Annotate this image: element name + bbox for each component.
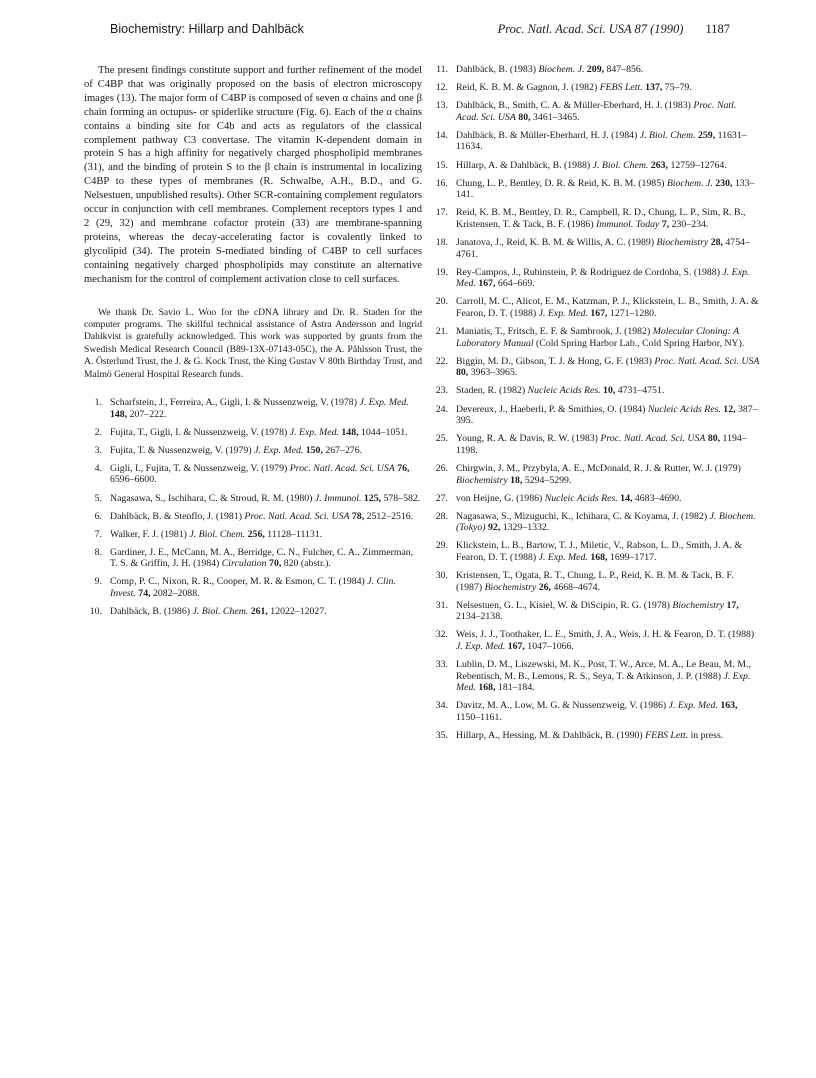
reference-volume: 7, <box>661 218 670 230</box>
reference-authors: Carroll, M. C., Alicot, E. M., Katzman, P. J., Klickstein, L. B., Smith, J. A. & Fearon, D. T. (1988) <box>456 296 759 319</box>
reference-volume: 92, <box>488 522 501 534</box>
reference-list-left <box>84 397 422 618</box>
reference-journal: Proc. Natl. Acad. Sci. USA <box>244 510 350 522</box>
reference-journal: Nucleic Acids Res. <box>527 385 601 397</box>
reference-journal: Proc. Natl. Acad. Sci. USA <box>456 100 737 123</box>
reference-item <box>430 64 760 76</box>
reference-pages: 820 (abstr.). <box>283 558 331 570</box>
reference-number: 20. <box>435 296 448 308</box>
reference-authors: Fujita, T., Gigli, I. & Nussenzweig, V. (1978) <box>110 426 288 438</box>
reference-authors: Weis, J. J., Toothaker, L. E., Smith, J. A., Weis, J. H. & Fearon, D. T. (1988) <box>456 629 755 641</box>
reference-authors: Maniatis, T., Fritsch, E. F. & Sambrook, J. (1982) <box>456 326 651 338</box>
reference-journal: Biochemistry <box>656 237 709 249</box>
reference-journal: J. Exp. Med. <box>289 426 339 438</box>
reference-text <box>110 445 422 457</box>
journal-citation: Proc. Natl. Acad. Sci. USA 87 (1990) <box>497 22 684 36</box>
reference-volume: 167, <box>507 641 525 653</box>
reference-authors: Comp, P. C., Nixon, R. R., Cooper, M. R. & Esmon, C. T. (1984) <box>110 576 365 588</box>
reference-journal: Biochem. J. <box>666 177 713 189</box>
reference-item <box>84 493 422 505</box>
reference-number: 6. <box>94 510 102 522</box>
reference-pages: in press. <box>690 730 724 742</box>
reference-pages: 11128–11131. <box>267 528 323 540</box>
reference-pages: 2134–2138. <box>456 611 503 623</box>
reference-number: 24. <box>435 403 448 415</box>
reference-pages: 4754–4761. <box>456 237 750 260</box>
reference-authors: Dahlbäck, B. & Müller-Eberhard, H. J. (1984) <box>456 129 638 141</box>
reference-text <box>456 570 760 593</box>
reference-pages: (Cold Spring Harbor Lab., Cold Spring Harbor, NY). <box>536 337 745 349</box>
reference-number: 28. <box>435 510 448 522</box>
reference-pages: 75–79. <box>664 82 692 94</box>
reference-journal: J. Exp. Med. <box>538 552 588 563</box>
reference-journal: Biochemistry <box>456 474 508 486</box>
reference-journal: J. Exp. Med. <box>456 266 750 290</box>
reference-list-right <box>430 64 760 742</box>
reference-pages: 4731–4751. <box>617 385 665 397</box>
reference-journal: J. Exp. Med. <box>456 641 506 653</box>
reference-volume: 80, <box>707 433 721 445</box>
reference-text <box>110 547 422 570</box>
reference-text <box>456 385 760 397</box>
running-head-journal-block <box>498 22 730 37</box>
reference-text <box>110 397 422 420</box>
reference-journal: FEBS Lett. <box>599 82 643 94</box>
reference-text <box>456 130 760 153</box>
reference-item <box>430 540 760 563</box>
reference-text <box>456 540 760 563</box>
page-number: 1187 <box>705 22 730 36</box>
reference-item <box>430 237 760 260</box>
reference-text <box>456 178 760 201</box>
reference-pages: 2082–2088. <box>153 588 200 600</box>
reference-text <box>456 730 760 742</box>
reference-volume: 14, <box>620 492 633 504</box>
reference-item <box>84 511 422 523</box>
reference-text <box>456 296 760 319</box>
reference-authors: Reid, K. B. M., Bentley, D. R., Campbell, R. D., Chung, L. P., Sim, R. B., Kristensen, T. & Tack, B. F. (1986) <box>456 207 746 230</box>
reference-pages: 230–234. <box>671 218 709 230</box>
reference-volume: 148, <box>110 408 128 420</box>
reference-number: 23. <box>435 385 448 397</box>
reference-item <box>430 730 760 742</box>
reference-pages: 11631–11634. <box>456 129 747 153</box>
reference-volume: 12, <box>723 403 736 415</box>
reference-volume: 263, <box>650 159 668 171</box>
reference-text <box>456 356 760 379</box>
reference-item <box>84 547 422 570</box>
reference-volume: 150, <box>305 444 323 456</box>
reference-authors: Davitz, M. A., Low, M. G. & Nussenzweig, V. (1986) <box>456 700 667 712</box>
reference-volume: 28, <box>710 237 723 249</box>
reference-item <box>430 326 760 349</box>
reference-number: 30. <box>435 570 448 582</box>
reference-text <box>456 64 760 76</box>
reference-pages: 1047–1066. <box>527 641 574 653</box>
reference-number: 5. <box>94 492 102 504</box>
reference-number: 7. <box>94 528 102 540</box>
reference-journal: Biochemistry <box>484 581 537 593</box>
reference-pages: 3461–3465. <box>533 111 580 123</box>
reference-authors: Kristensen, T., Ogata, R. T., Chung, L. P., Reid, K. B. M. & Tack, B. F. (1987) <box>456 570 734 593</box>
reference-number: 31. <box>435 599 448 611</box>
reference-volume: 261, <box>250 606 268 618</box>
reference-authors: Fujita, T. & Nussenzweig, V. (1979) <box>110 444 252 456</box>
reference-pages: 4683–4690. <box>634 492 682 504</box>
reference-number: 18. <box>435 237 448 249</box>
reference-authors: Nelsestuen, G. L., Kisiel, W. & DiScipio, R. G. (1978) <box>456 599 670 611</box>
reference-pages: 847–856. <box>606 64 644 75</box>
reference-journal: J. Biochem. (Tokyo) <box>456 510 756 534</box>
reference-journal: J. Exp. Med. <box>456 670 751 694</box>
reference-item <box>430 659 760 694</box>
running-head-authors: Biochemistry: Hillarp and Dahlbäck <box>110 22 304 36</box>
reference-text <box>456 493 760 505</box>
reference-item <box>84 397 422 420</box>
reference-authors: Chung, L. P., Bentley, D. R. & Reid, K. B. M. (1985) <box>456 177 665 189</box>
reference-text <box>456 237 760 260</box>
reference-volume: 230, <box>715 177 733 189</box>
reference-volume: 80, <box>518 111 531 123</box>
reference-text <box>110 427 422 439</box>
reference-authors: Dahlbäck, B. (1983) <box>456 64 536 75</box>
reference-journal: Proc. Natl. Acad. Sci. USA <box>600 433 706 445</box>
reference-volume: 168, <box>478 682 496 694</box>
reference-item <box>84 463 422 486</box>
reference-item <box>430 700 760 723</box>
reference-item <box>430 404 760 427</box>
reference-authors: Hillarp, A., Hessing, M. & Dahlbäck, B. (1990) <box>456 730 643 742</box>
reference-item <box>430 463 760 486</box>
reference-authors: Gigli, I., Fujita, T. & Nussenzweig, V. (1979) <box>110 462 288 474</box>
reference-pages: 1699–1717. <box>609 552 657 563</box>
reference-volume: 76, <box>397 462 410 474</box>
reference-text <box>110 606 422 618</box>
reference-authors: Reid, K. B. M. & Gagnon, J. (1982) <box>456 82 598 94</box>
reference-item <box>430 385 760 397</box>
reference-item <box>84 427 422 439</box>
reference-number: 13. <box>435 100 448 112</box>
reference-pages: 181–184. <box>497 682 535 694</box>
reference-item <box>430 130 760 153</box>
reference-journal: J. Biol. Chem. <box>189 528 246 540</box>
reference-text <box>456 100 760 123</box>
reference-volume: 70, <box>269 558 282 570</box>
reference-text <box>456 267 760 290</box>
reference-number: 11. <box>436 64 448 75</box>
reference-pages: 1194–1198. <box>456 433 747 456</box>
reference-number: 29. <box>435 540 448 552</box>
reference-journal: J. Biol. Chem. <box>592 159 649 171</box>
reference-text <box>456 700 760 723</box>
reference-item <box>430 356 760 379</box>
reference-authors: Dahlbäck, B. & Stenflo, J. (1981) <box>110 510 242 522</box>
reference-authors: Gardiner, J. E., McCann, M. A., Berridge, C. N., Fulcher, C. A., Zimmerman, T. S. & Griffin, J. H. (1984) <box>110 546 414 570</box>
reference-number: 8. <box>94 546 102 558</box>
reference-pages: 3963–3965. <box>470 367 518 379</box>
reference-item <box>430 178 760 201</box>
reference-journal: J. Biol. Chem. <box>639 129 696 141</box>
reference-volume: 26, <box>538 581 551 593</box>
reference-authors: Dahlbäck, B. (1986) <box>110 606 190 618</box>
reference-number: 19. <box>435 266 448 278</box>
reference-journal: Circulation <box>221 558 267 570</box>
reference-item <box>430 600 760 623</box>
reference-number: 12. <box>435 82 448 94</box>
reference-text <box>456 207 760 230</box>
reference-journal: Nucleic Acids Res. <box>647 403 721 415</box>
reference-journal: J. Exp. Med. <box>668 700 718 712</box>
reference-text <box>456 463 760 486</box>
reference-volume: 163, <box>720 700 738 712</box>
reference-item <box>430 267 760 290</box>
reference-journal: J. Immunol. <box>314 492 362 504</box>
reference-number: 34. <box>435 700 448 712</box>
reference-authors: Janatova, J., Reid, K. B. M. & Willis, A. C. (1989) <box>456 237 655 249</box>
reference-number: 10. <box>89 606 102 618</box>
reference-text <box>110 463 422 486</box>
running-header <box>110 22 730 40</box>
reference-pages: 12022–12027. <box>270 606 327 618</box>
reference-number: 16. <box>435 177 448 189</box>
reference-number: 25. <box>435 433 448 445</box>
reference-number: 26. <box>435 462 448 474</box>
reference-journal: Proc. Natl. Acad. Sci. USA <box>289 462 395 474</box>
reference-item <box>430 511 760 534</box>
reference-item <box>430 433 760 456</box>
reference-pages: 578–582. <box>383 492 421 504</box>
reference-number: 1. <box>94 396 102 408</box>
reference-pages: 1150–1161. <box>456 712 502 724</box>
reference-journal: Immunol. Today <box>596 218 660 230</box>
reference-number: 9. <box>94 576 102 588</box>
reference-volume: 18, <box>510 474 523 486</box>
reference-journal: Molecular Cloning: A Laboratory Manual <box>456 326 739 349</box>
reference-text <box>456 511 760 534</box>
reference-journal: J. Exp. Med. <box>538 308 588 319</box>
reference-authors: Hillarp, A. & Dahlbäck, B. (1988) <box>456 159 591 171</box>
reference-authors: Walker, F. J. (1981) <box>110 528 187 540</box>
reference-authors: Biggin, M. D., Gibson, T. J. & Hong, G. F. (1983) <box>456 355 652 367</box>
reference-text <box>456 82 760 94</box>
reference-item <box>84 445 422 457</box>
reference-volume: 148, <box>341 426 359 438</box>
reference-journal: Biochem. J. <box>538 64 585 75</box>
reference-number: 2. <box>94 426 102 438</box>
reference-number: 22. <box>435 355 448 367</box>
reference-authors: Devereux, J., Haeberli, P. & Smithies, O. (1984) <box>456 403 646 415</box>
reference-pages: 6596–6600. <box>110 474 157 486</box>
reference-journal: Nucleic Acids Res. <box>544 492 618 504</box>
reference-volume: 168, <box>590 552 608 563</box>
reference-volume: 137, <box>645 82 663 94</box>
reference-journal: J. Exp. Med. <box>254 444 304 456</box>
reference-text <box>456 326 760 349</box>
reference-item <box>84 529 422 541</box>
reference-pages: 1271–1280. <box>609 308 657 319</box>
right-column <box>430 64 760 748</box>
reference-journal: Biochemistry <box>672 599 725 611</box>
reference-volume: 256, <box>247 528 265 540</box>
reference-text <box>110 529 422 541</box>
reference-volume: 167, <box>590 308 608 319</box>
reference-authors: Young, R. A. & Davis, R. W. (1983) <box>456 433 598 445</box>
reference-journal: FEBS Lett. <box>645 730 689 742</box>
reference-volume: 74, <box>138 588 151 600</box>
reference-text <box>456 659 760 694</box>
reference-volume: 209, <box>586 64 605 75</box>
reference-item <box>430 82 760 94</box>
reference-item <box>430 629 760 652</box>
reference-text <box>110 511 422 523</box>
reference-text <box>456 404 760 427</box>
reference-authors: Chirgwin, J. M., Przybyla, A. E., McDonald, R. J. & Rutter, W. J. (1979) <box>456 462 741 474</box>
reference-authors: von Heijne, G. (1986) <box>456 492 543 504</box>
reference-number: 17. <box>435 207 448 219</box>
reference-authors: Nagasawa, S., Ischihara, C. & Stroud, R. M. (1980) <box>110 492 313 504</box>
reference-text <box>456 433 760 456</box>
reference-number: 27. <box>435 492 448 504</box>
reference-authors: Rey-Campos, J., Rubinstein, P. & Rodriguez de Cordoba, S. (1988) <box>456 266 720 278</box>
reference-authors: Nagasawa, S., Mizuguchi, K., Ichihara, C. & Koyama, J. (1982) <box>456 510 708 522</box>
reference-item <box>430 100 760 123</box>
reference-volume: 125, <box>363 492 382 504</box>
reference-item <box>84 606 422 618</box>
reference-number: 21. <box>435 326 448 338</box>
reference-pages: 4668–4674. <box>553 581 600 593</box>
reference-authors: Staden, R. (1982) <box>456 385 526 397</box>
reference-pages: 12759–12764. <box>670 159 727 171</box>
reference-item <box>84 576 422 599</box>
reference-pages: 133–141. <box>456 177 755 201</box>
reference-text <box>110 576 422 599</box>
reference-text <box>456 600 760 623</box>
reference-pages: 1044–1051. <box>361 426 408 438</box>
reference-item <box>430 160 760 172</box>
discussion-paragraph: The present findings constitute support and further refinement of the model of C4BP that was originally proposed on the basis of electron microscopy images (13). The major form of C4BP is composed of seven α chains and one β chain forming an octupus- or spiderlike structure (Fig. 6). Each of the α chains contains a binding site for C4b and acts as regulators of the classical complement pathway C3 convertase. The vitamin K-dependent domain in protein S has a high affinity for negatively charged phospholipid membranes (31), and the binding of protein S to the β chain is instrumental in localizing C4BP to these types of membranes (R. Schwalbe, A.H., B.D., and G. Nelsestuen, unpublished results). Other SCR-containing complement regulators occur in conjunction with cell membranes. Complement receptors types 1 and 2 (29, 32) and membrane cofactor protein (33) are membrane-spanning proteins, whereas the decay-accelerating factor is covalently linked to glycolipid (34). The protein S-mediated binding of C4BP to cell surfaces containing negatively charged phospholipids may constitute an alternative mechanism for the control of complement activation close to cell surfaces. <box>84 65 422 285</box>
reference-text <box>456 629 760 652</box>
reference-number: 4. <box>94 462 102 474</box>
reference-number: 15. <box>435 159 448 171</box>
reference-authors: Lublin, D. M., Liszewski, M. K., Post, T. W., Arce, M. A., Le Beau, M. M., Rebentisch, M. B., Lemons, R. S., Seya, T. & Atkinson, J. P. (1988) <box>456 659 751 682</box>
reference-pages: 207–222. <box>129 408 167 420</box>
reference-volume: 259, <box>697 129 716 141</box>
reference-pages: 1329–1332. <box>502 522 550 534</box>
reference-number: 33. <box>435 659 448 671</box>
acknowledgment-paragraph: We thank Dr. Savio L. Woo for the cDNA library and Dr. R. Staden for the computer programs. The skillful technical assistance of Astra Andersson and Ingrid Dahlkvist is gratefully acknowledged. This work was supported by grants from the Swedish Medical Research Council (B89-13X-07143-05C), the A. Påhlsson Trust, the A. Österlund Trust, the J. & G. Kock Trust, the King Gustav V 80th Birthday Trust, and Malmö General Hospital Research funds. <box>84 306 422 380</box>
reference-volume: 78, <box>351 510 365 522</box>
reference-journal: Proc. Natl. Acad. Sci. USA <box>654 355 760 367</box>
reference-volume: 17, <box>726 599 739 611</box>
reference-volume: 167, <box>478 278 496 290</box>
reference-pages: 5294–5299. <box>524 474 572 486</box>
reference-pages: 267–276. <box>325 444 363 456</box>
reference-pages: 2512–2516. <box>366 510 414 522</box>
reference-journal: J. Clin. Invest. <box>110 576 396 600</box>
reference-authors: Scharfstein, J., Ferreira, A., Gigli, I. & Nussenzweig, V. (1978) <box>110 396 357 408</box>
reference-pages: 387–395. <box>456 403 758 427</box>
reference-item <box>430 296 760 319</box>
reference-journal: J. Exp. Med. <box>359 396 409 408</box>
reference-volume: 80, <box>456 367 469 379</box>
reference-number: 3. <box>94 444 102 456</box>
reference-text <box>456 160 760 172</box>
reference-authors: Dahlbäck, B., Smith, C. A. & Müller-Eberhard, H. J. (1983) <box>456 100 691 112</box>
reference-number: 14. <box>435 129 448 141</box>
reference-item <box>430 570 760 593</box>
reference-item <box>430 493 760 505</box>
reference-text <box>110 493 422 505</box>
reference-volume: 10, <box>603 385 616 397</box>
reference-item <box>430 207 760 230</box>
reference-pages: 664–669. <box>497 278 535 290</box>
reference-number: 32. <box>435 629 448 641</box>
left-column <box>84 64 422 624</box>
reference-journal: J. Biol. Chem. <box>192 606 249 618</box>
reference-number: 35. <box>435 730 448 742</box>
reference-authors: Klickstein, L. B., Bartow, T. J., Miletic, V., Rabson, L. D., Smith, J. A. & Fearon, D. T. (1988) <box>456 540 743 563</box>
